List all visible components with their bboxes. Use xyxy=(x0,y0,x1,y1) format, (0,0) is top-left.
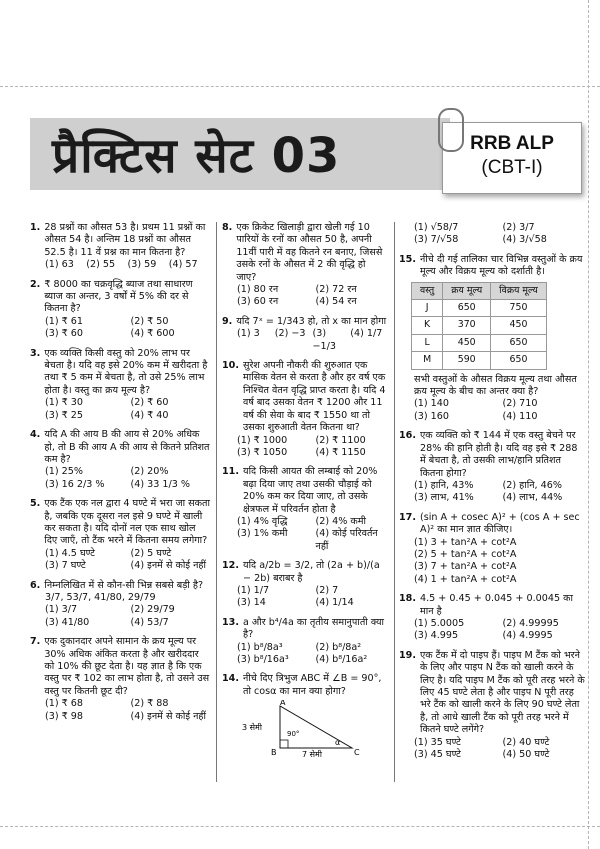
trim-line-bottom xyxy=(0,826,600,827)
option: (4) ₹ 600 xyxy=(130,328,175,340)
question-14 xyxy=(222,673,388,764)
option: (2) हानि, 46% xyxy=(502,479,562,491)
right-angle-label: 90° xyxy=(287,730,300,739)
option: (4) ₹ 40 xyxy=(130,409,169,421)
paper-clip-icon xyxy=(438,108,464,152)
table-cell: K xyxy=(412,317,443,334)
option: (1) ₹ 30 xyxy=(45,397,84,409)
table-cell: 650 xyxy=(491,352,547,369)
question-text: एक व्यक्ति किसी वस्तु को 20% लाभ पर बेचता है। यदि वह इसे 20% कम में खरीदता है तथा ₹ 5 कम में बेचता है, तो उसे 25% लाभ होता है। वस्तु का क्रय मूल्य है? xyxy=(44,347,208,396)
option: (2) 40 घण्टे xyxy=(502,736,550,748)
table-row xyxy=(412,334,547,351)
question-15 xyxy=(399,254,585,423)
question-16 xyxy=(399,430,585,504)
question-number: 15. xyxy=(399,253,416,265)
option: (3) ₹ 60 xyxy=(45,328,84,340)
option: (2) 710 xyxy=(502,398,538,410)
question-17 xyxy=(399,512,585,586)
question-text: एक व्यक्ति को ₹ 144 में एक वस्तु बेचने पर 28% की हानि होती है। यदि वह इसे ₹ 288 में बेचता है, तो उसकी लाभ/हानि प्रतिशत कितना होगा? xyxy=(420,430,578,479)
triangle-abc-figure xyxy=(240,700,370,758)
exam-badge-name: RRB ALP xyxy=(470,133,554,154)
option: (1) 4.5 घण्टे xyxy=(45,547,95,559)
question-number: 3. xyxy=(30,347,41,359)
option: (1) 63 xyxy=(45,259,74,271)
column-3 xyxy=(399,222,585,768)
option: (4) 1 + tan²A + cot²A xyxy=(414,573,517,585)
option: (1) 3/7 xyxy=(45,604,78,616)
question-number: 4. xyxy=(30,429,41,441)
option: (2) b⁸/8a² xyxy=(315,641,362,653)
question-number: 18. xyxy=(399,593,416,605)
question-7 xyxy=(30,636,210,723)
option: (1) 3 + tan²A + cot²A xyxy=(414,536,517,548)
option: (4) 3/√58 xyxy=(502,234,547,246)
vertex-a-label: A xyxy=(280,700,286,708)
option: (4) 57 xyxy=(168,259,198,271)
option: (3) 1% कमी xyxy=(237,528,288,540)
trim-line-top xyxy=(0,86,600,87)
question-6 xyxy=(30,580,210,630)
side-ab-label: 3 सेमी xyxy=(242,723,262,733)
question-number: 5. xyxy=(30,498,41,510)
option: (4) b⁸/16a² xyxy=(315,654,368,665)
question-number: 14. xyxy=(222,673,239,685)
question-number: 2. xyxy=(30,278,41,290)
option: (4) 54 रन xyxy=(315,296,357,308)
question-number: 8. xyxy=(222,222,233,233)
question-number: 12. xyxy=(222,560,239,572)
question-8 xyxy=(222,222,388,309)
vertex-c-label: C xyxy=(354,748,360,758)
table-cell: 450 xyxy=(443,334,491,351)
option: (4) इनमें से कोई नहीं xyxy=(130,710,207,722)
question-19 xyxy=(399,650,585,762)
question-text: एक दुकानदार अपने सामान के क्रय मूल्य पर 30% अधिक अंकित करता है और खरीददार को 10% की छूट देता है। यह ज्ञात है कि एक वस्तु पर ₹ 102 का लाभ होता है, तो उसने उस वस्तु पर कितनी छूट दी? xyxy=(44,636,210,697)
option: (3) 59 xyxy=(127,259,157,271)
question-12 xyxy=(222,560,388,610)
option: (2) 3/7 xyxy=(502,222,535,233)
table-row xyxy=(412,300,547,317)
option: (1) 140 xyxy=(414,398,449,410)
column-divider-2 xyxy=(394,222,395,782)
option: (1) √58/7 xyxy=(414,222,459,233)
question-text: सुरेश अपनी नौकरी की शुरुआत एक मासिक वेतन से करता है और हर वर्ष एक निश्चित वेतन वृद्धि प्राप्त करता है। यदि 4 वर्ष बाद उसका वेतन ₹ 1200 और 11 वर्ष की सेवा के बाद ₹ 1550 था तो उसका शुरुआती वेतन कितना था? xyxy=(243,360,386,434)
option: (1) ₹ 1000 xyxy=(237,434,288,446)
question-text: नीचे दी गई तालिका चार विभिन्न वस्तुओं के क्रय मूल्य और विक्रय मूल्य को दर्शाती है। xyxy=(420,253,583,278)
table-header: विक्रय मूल्य xyxy=(491,282,547,299)
question-number: 1. xyxy=(30,222,41,233)
option: (1) 1/7 xyxy=(237,584,270,596)
option: (2) 4% कमी xyxy=(315,515,366,527)
question-11 xyxy=(222,466,388,553)
question-1 xyxy=(30,222,210,272)
option: (3) 16 2/3 % xyxy=(45,478,105,490)
question-5 xyxy=(30,498,210,572)
option: (2) 72 रन xyxy=(315,284,357,296)
question-number: 17. xyxy=(399,511,416,523)
option: (2) ₹ 88 xyxy=(130,698,169,710)
question-14-options xyxy=(399,222,585,247)
option: (3) 14 xyxy=(237,597,266,609)
question-3 xyxy=(30,348,210,422)
table-cell: 450 xyxy=(491,317,547,334)
option: (3) −1/3 xyxy=(312,328,336,352)
option: (4) 1/14 xyxy=(315,597,354,609)
option: (1) 80 रन xyxy=(237,284,279,296)
question-text: a और b⁴/4a का तृतीय समानुपाती क्या है? xyxy=(243,616,385,641)
table-cell: 650 xyxy=(491,334,547,351)
table-row xyxy=(412,317,547,334)
question-9 xyxy=(222,316,388,353)
option: (2) ₹ 50 xyxy=(130,315,169,327)
option: (1) 25% xyxy=(45,466,83,478)
option: (1) 35 घण्टे xyxy=(414,736,461,748)
option: (1) ₹ 61 xyxy=(45,315,84,327)
option: (4) 53/7 xyxy=(130,616,169,628)
column-2 xyxy=(222,222,388,772)
option: (3) 7 + tan²A + cot²A xyxy=(414,561,517,573)
option: (2) ₹ 60 xyxy=(130,397,169,409)
option: (2) 55 xyxy=(86,259,116,271)
question-4 xyxy=(30,429,210,491)
question-number: 11. xyxy=(222,466,239,478)
question-text: 4.5 + 0.45 + 0.045 + 0.0045 का मान है xyxy=(420,593,573,617)
option: (2) 20% xyxy=(130,466,169,478)
question-text: ₹ 8000 का चक्रवृद्धि ब्याज तथा साधारण ब्याज का अन्तर, 3 वर्षों में 5% की दर से कितना है? xyxy=(44,278,193,315)
option: (3) 41/80 xyxy=(45,616,90,628)
option: (3) 7 घण्टे xyxy=(45,560,86,572)
question-number: 7. xyxy=(30,636,41,648)
option: (1) ₹ 68 xyxy=(45,698,84,710)
option: (2) 7 xyxy=(315,584,339,596)
option: (2) 5 + tan²A + cot²A xyxy=(414,548,517,560)
table-header: क्रय मूल्य xyxy=(443,282,491,299)
option: (3) लाभ, 41% xyxy=(414,492,474,504)
table-cell: M xyxy=(412,352,443,369)
question-number: 19. xyxy=(399,649,416,661)
option: (2) −3 xyxy=(274,328,306,340)
page-title: प्रैक्टिस सेट 03 xyxy=(52,128,341,184)
question-18 xyxy=(399,593,585,643)
question-text: यदि A की आय B की आय से 20% अधिक हो, तो B की आय A की आय से कितने प्रतिशत कम है? xyxy=(44,429,210,465)
question-text: एक टैंक एक नल द्वारा 4 घण्टे में भरा जा सकता है, जबकि एक दूसरा नल इसे 9 घण्टे में खाली कर सकता है। यदि दोनों नल एक साथ खोल दिए जाएँ, तो टैंक भरने में कितना समय लगेगा? xyxy=(44,498,210,547)
table-cell: 750 xyxy=(491,300,547,317)
option: (3) ₹ 1050 xyxy=(237,446,288,458)
option: (3) 7/√58 xyxy=(414,234,459,246)
question-number: 16. xyxy=(399,430,416,442)
fraction-series: 3/7, 53/7, 41/80, 29/79 xyxy=(45,591,156,603)
question-text: एक क्रिकेट खिलाड़ी द्वारा खेली गई 10 पारियों के रनों का औसत 50 है, अपनी 11वीं पारी में वह कितने रन बनाए, जिससे उसके रनों के औसत में 2 की वृद्धि हो जाए? xyxy=(236,222,383,283)
exam-badge-type: (CBT-I) xyxy=(481,157,543,178)
question-text: यदि a/2b = 3/2, तो (2a + b)/(a − 2b) बराबर है xyxy=(243,560,380,584)
option: (2) ₹ 1100 xyxy=(315,434,366,446)
question-text: निम्नलिखित में से कौन-सी भिन्न सबसे बड़ी है? xyxy=(44,579,204,591)
question-number: 10. xyxy=(222,360,239,372)
angle-alpha-label: α xyxy=(335,738,341,748)
question-text: यदि किसी आयत की लम्बाई को 20% बढ़ा दिया जाए तथा उसकी चौड़ाई को 20% कम कर दिया जाए, तो उसके क्षेत्रफल में परिवर्तन होता है xyxy=(243,466,378,515)
column-divider-1 xyxy=(216,222,217,782)
trim-line-right xyxy=(588,0,589,849)
table-cell: 590 xyxy=(443,352,491,369)
price-table xyxy=(411,282,547,370)
option: (2) 5 घण्टे xyxy=(130,547,172,559)
table-header: वस्तु xyxy=(412,282,443,299)
option: (2) 29/79 xyxy=(130,604,175,616)
option: (1) 5.0005 xyxy=(414,617,465,629)
table-cell: 370 xyxy=(443,317,491,334)
option: (1) 3 xyxy=(237,328,260,340)
option: (4) 4.9995 xyxy=(502,630,553,642)
question-10 xyxy=(222,360,388,459)
question-text-continued: सभी वस्तुओं के औसत विक्रय मूल्य तथा औसत क्रय मूल्य के बीच का अन्तर क्या है? xyxy=(414,373,577,398)
option: (4) 110 xyxy=(502,410,538,422)
question-2 xyxy=(30,279,210,341)
option: (4) कोई परिवर्तन नहीं xyxy=(315,528,378,552)
option: (3) 160 xyxy=(414,410,449,422)
table-row xyxy=(412,352,547,369)
question-number: 9. xyxy=(222,315,233,327)
option: (2) 4.99995 xyxy=(502,617,559,629)
option: (3) b⁸/16a³ xyxy=(237,654,289,665)
table-cell: J xyxy=(412,300,443,317)
question-number: 13. xyxy=(222,616,239,628)
option: (4) 33 1/3 % xyxy=(130,478,191,490)
option: (4) लाभ, 44% xyxy=(502,492,563,504)
option: (4) 50 घण्टे xyxy=(502,749,550,761)
side-bc-label: 7 सेमी xyxy=(302,750,322,759)
question-text: एक टैंक में दो पाइप हैं। पाइप M टैंक को भरने के लिए और पाइप N टैंक को खाली करने के लिए है। यदि पाइप M टैंक को पूरी तरह भरने के लिए 45 घण्टे लेता है और पाइप N पूरी तरह भरे टैंक को खाली करने के लिए 90 घण्टे लेता है, तो आधे खाली टैंक को पूरी तरह भरने में कितने घण्टे लगेंगे? xyxy=(420,649,585,736)
question-text: यदि 7ˣ = 1/343 हो, तो x का मान होगा xyxy=(236,315,387,327)
column-1 xyxy=(30,222,210,730)
option: (3) ₹ 25 xyxy=(45,409,84,421)
option: (1) 4% वृद्धि xyxy=(237,515,288,527)
option: (1) b⁸/8a³ xyxy=(237,641,283,653)
question-13 xyxy=(222,617,388,667)
option: (4) इनमें से कोई नहीं xyxy=(130,560,207,572)
option: (3) 4.995 xyxy=(414,630,459,642)
option: (4) 1/7 xyxy=(350,328,383,340)
option: (3) 45 घण्टे xyxy=(414,749,461,761)
vertex-b-label: B xyxy=(271,748,277,758)
table-cell: 650 xyxy=(443,300,491,317)
option: (4) ₹ 1150 xyxy=(315,446,366,458)
option: (1) हानि, 43% xyxy=(414,479,474,491)
option: (3) 60 रन xyxy=(237,296,279,308)
question-number: 6. xyxy=(30,579,41,591)
question-text: 28 प्रश्नों का औसत 53 है। प्रथम 11 प्रश्नों का औसत 54 है। अन्तिम 18 प्रश्नों का औसत 52.5 है। 11 वें प्रश्न का मान कितना है? xyxy=(44,222,206,258)
option: (3) ₹ 98 xyxy=(45,710,84,722)
question-text: नीचे दिए त्रिभुज ABC में ∠B = 90°, तो cosα का मान क्या होगा? xyxy=(243,673,382,697)
table-cell: L xyxy=(412,334,443,351)
question-text: (sin A + cosec A)² + (cos A + sec A)² का मान ज्ञात कीजिए। xyxy=(420,511,580,536)
